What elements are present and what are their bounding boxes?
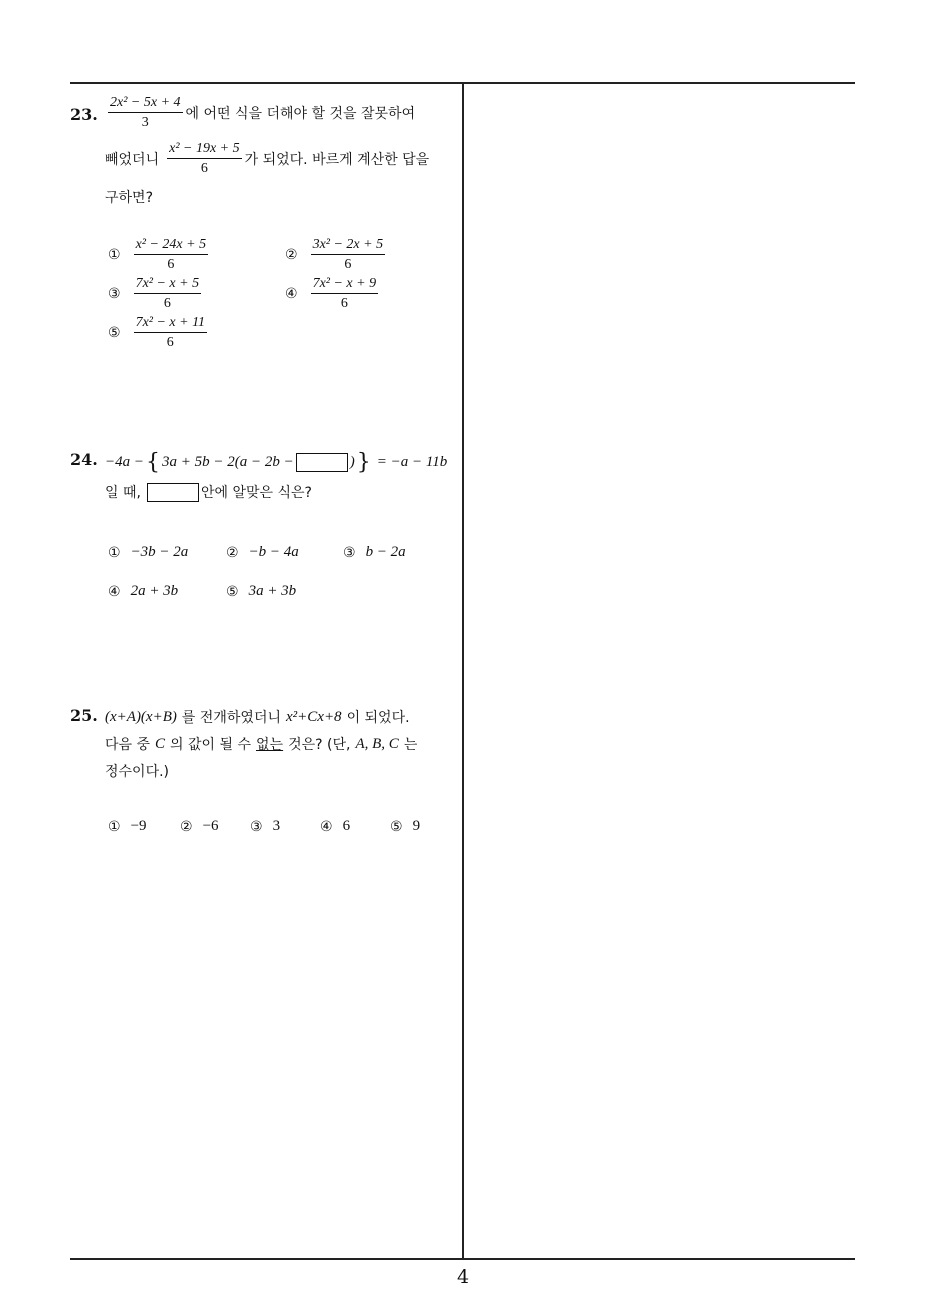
fraction: $\frac{\text{2x² − 5x + 4}}{3}$ — [110, 95, 181, 130]
choice-5[interactable]: ⑤ 3a + 3b — [226, 583, 297, 600]
question-text-line-2: 빼었더니 $\frac{\text{x² − 19x + 5}}{6}$ 가 되었다. 바르게 계산한 답을 — [105, 141, 430, 176]
fraction: $\frac{\text{x² − 19x + 5}}{6}$ — [169, 141, 240, 176]
answer-blank-box — [296, 453, 348, 472]
question-text-line-3: 정수이다.) — [105, 764, 170, 780]
question-number: 24. — [70, 450, 98, 469]
choice-5[interactable]: ⑤ 9 — [390, 818, 421, 835]
choice-3[interactable]: ③ 3 — [250, 818, 281, 835]
answer-blank-box — [147, 483, 199, 502]
fraction: $\frac{\text{3x² − 2x + 5}}{6}$ — [312, 237, 384, 272]
fraction: $\frac{\text{x² − 24x + 5}}{6}$ — [135, 237, 207, 272]
choice-4[interactable]: ④ 2a + 3b — [108, 583, 179, 600]
choice-4[interactable]: ④ $\frac{\text{7x² − x + 9}}{6}$ — [285, 276, 377, 311]
question-text-line-1: $\frac{\text{2x² − 5x + 4}}{3}$ 에 어떤 식을 더해야 할 것을 잘못하여 — [110, 95, 416, 130]
choice-2[interactable]: ② −b − 4a — [226, 544, 299, 561]
choice-5[interactable]: ⑤ $\frac{\text{7x² − x + 11}}{6}$ — [108, 315, 206, 350]
question-text-line-1: (x+A)(x+B) 를 전개하였더니 x²+Cx+8 이 되었다. — [105, 708, 410, 726]
question-text-line-2: 일 때, 안에 알맞은 식은? — [105, 474, 312, 510]
choice-3[interactable]: ③ b − 2a — [343, 544, 406, 561]
choice-4[interactable]: ④ 6 — [320, 818, 351, 835]
question-text-line-2: 다음 중 C 의 값이 될 수 없는 것은? (단, A, B, C 는 — [105, 735, 418, 753]
choice-2[interactable]: ② $\frac{\text{3x² − 2x + 5}}{6}$ — [285, 237, 384, 272]
question-number: 25. — [70, 706, 98, 725]
underlined-word: 없는 — [256, 737, 284, 753]
fraction: $\frac{\text{7x² − x + 9}}{6}$ — [312, 276, 377, 311]
choice-3[interactable]: ③ $\frac{\text{7x² − x + 5}}{6}$ — [108, 276, 200, 311]
choice-1[interactable]: ① −9 — [108, 818, 147, 835]
page-number: 4 — [456, 1266, 470, 1288]
fraction: $\frac{\text{7x² − x + 5}}{6}$ — [135, 276, 200, 311]
column-divider — [462, 82, 464, 1259]
fraction: $\frac{\text{7x² − x + 11}}{6}$ — [135, 315, 206, 350]
question-text-line-3: 구하면? — [105, 190, 154, 206]
bottom-rule — [70, 1258, 855, 1260]
choice-1[interactable]: ① −3b − 2a — [108, 544, 189, 561]
question-equation: −4a − { 3a + 5b − 2(a − 2b − ) } = −a − 11b — [105, 449, 448, 475]
choice-2[interactable]: ② −6 — [180, 818, 219, 835]
choice-1[interactable]: ① $\frac{\text{x² − 24x + 5}}{6}$ — [108, 237, 207, 272]
question-number: 23. — [70, 105, 98, 124]
